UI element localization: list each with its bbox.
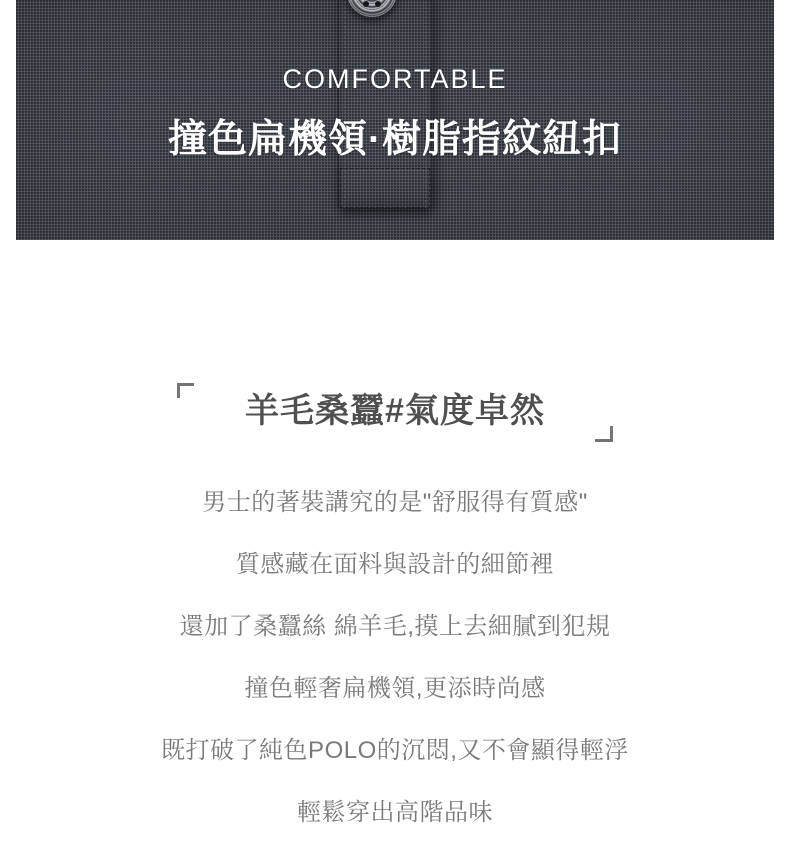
- feature-line: 輕鬆穿出高階品味: [297, 799, 493, 826]
- feature-line: 還加了桑蠶絲 綿羊毛,摸上去細膩到犯規: [179, 613, 611, 640]
- hero-photo: [16, 0, 774, 240]
- feature-line: 男士的著裝講究的是"舒服得有質感": [202, 489, 588, 516]
- hero-headline: 撞色扁機領·樹脂指紋紐扣: [168, 118, 622, 161]
- feature-title-frame: [177, 383, 613, 442]
- placket-stitch-box: [340, 168, 430, 208]
- feature-line: 既打破了純色POLO的沉悶,又不會顯得輕浮: [161, 737, 629, 764]
- hero-eyebrow: COMFORTABLE: [282, 64, 508, 94]
- feature-line: 質感藏在面料與設計的細節裡: [235, 551, 555, 578]
- feature-title: 羊毛桑蠶#氣度卓然: [245, 392, 545, 430]
- feature-line: 撞色輕奢扁機領,更添時尚感: [244, 675, 546, 702]
- corner-bracket-top-left-icon: [177, 383, 194, 398]
- corner-bracket-bottom-right-icon: [595, 426, 613, 442]
- feature-section: [0, 383, 790, 830]
- feature-copy: [0, 486, 790, 830]
